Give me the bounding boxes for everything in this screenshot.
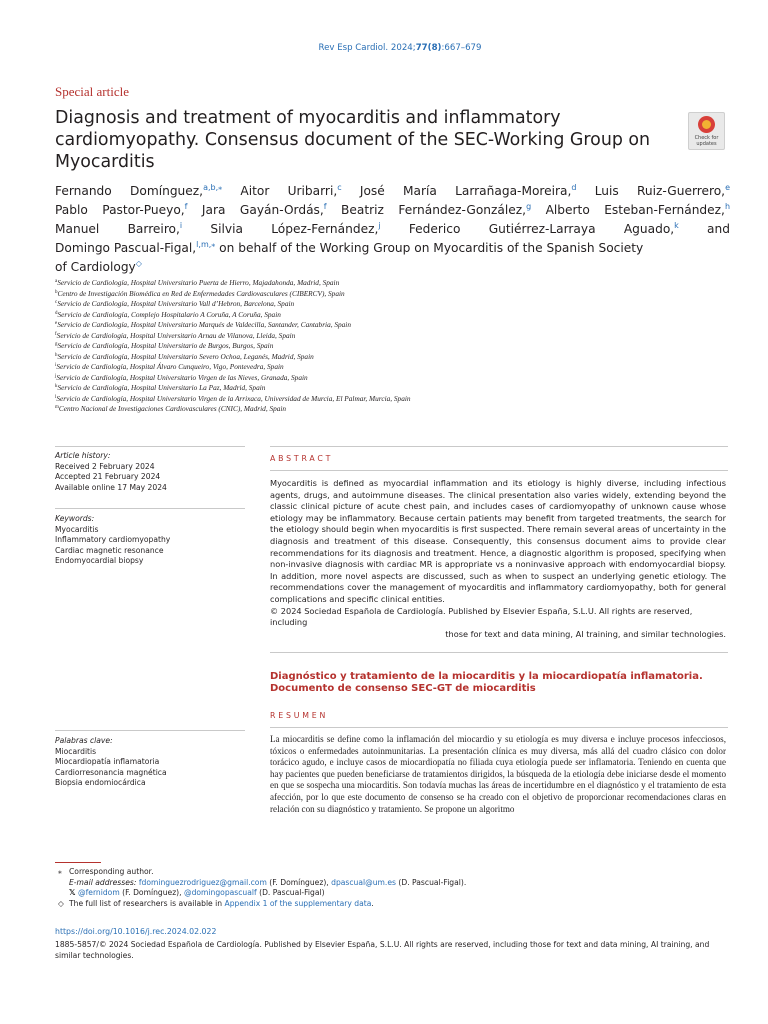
affiliation: $^g$Servicio de Cardiología, Hospital Universitario de Burgos, Burgos, Spain (55, 341, 274, 350)
palabras-clave (55, 736, 245, 789)
affiliation: $^e$Servicio de Cardiología, Hospital Universitario Marqués de Valdecilla, Santander, Cantabria, Spain (55, 320, 351, 329)
email-link[interactable]: fdominguezrodriguez@gmail.com (138, 877, 267, 887)
affiliation: $^j$Servicio de Cardiología, Hospital Universitario Virgen de las Nieves, Granada, Spain (55, 372, 308, 382)
keyword: Myocarditis (55, 524, 99, 534)
divider (55, 730, 245, 731)
group-footnote-marker[interactable]: ◇ (135, 259, 142, 268)
group-name: of Cardiology (55, 260, 136, 274)
author[interactable]: Fernando Domínguez,$^{a,b,⁎}$ (55, 183, 223, 198)
author[interactable]: Manuel Barreiro,$^i$ (55, 221, 183, 236)
online-date: Available online 17 May 2024 (55, 482, 167, 492)
author[interactable]: Federico Gutiérrez-Larraya Aguado,$^k$ (380, 221, 679, 236)
journal-reference[interactable] (0, 43, 768, 53)
affiliation: $^i$Servicio de Cardiología, Hospital Álvaro Cunqueiro, Vigo, Pontevedra, Spain (55, 362, 284, 371)
author-line (55, 258, 730, 277)
author-line (55, 201, 730, 220)
author-line (55, 239, 730, 258)
check-updates-label: Check for updates (694, 135, 719, 147)
resumen-heading: RESUMEN (270, 711, 329, 720)
divider (55, 508, 245, 509)
article-title: Diagnosis and treatment of myocarditis and inflammatory cardiomyopathy. Consensus document of the SEC-Working Group on Myocarditis (55, 108, 651, 172)
footnote-mark: ⁎ (58, 867, 62, 876)
footnotes (55, 867, 735, 909)
x-logo-icon: 𝕏 (69, 888, 76, 898)
divider (270, 470, 728, 471)
abstract-heading: ABSTRACT (270, 454, 334, 463)
article-type: Special article (55, 84, 129, 99)
keyword: Endomyocardial biopsy (55, 556, 144, 565)
palabras-clave-heading: Palabras clave: (55, 736, 113, 745)
divider (270, 446, 728, 447)
author[interactable]: Aitor Uribarri,$^c$ (222, 183, 342, 198)
spanish-title: Diagnóstico y tratamiento de la miocarditis y la miocardiopatía inflamatoria. Documento de consenso SEC-GT de miocarditis (270, 671, 703, 695)
check-updates-icon (698, 116, 715, 133)
social-link[interactable]: @fernidom (78, 888, 120, 898)
author[interactable]: Luis Ruiz-Guerrero,$^e$ (576, 183, 730, 198)
accepted-date: Accepted 21 February 2024 (55, 472, 161, 481)
divider (55, 446, 245, 447)
journal-pages: :667–679 (441, 43, 482, 53)
affiliation: $^a$Servicio de Cardiología, Hospital Universitario Puerta de Hierro, Majadahonda, Madrid, Spain (55, 278, 340, 287)
author[interactable]: José María Larrañaga-Moreira,$^d$ (341, 183, 577, 198)
affiliation: $^d$Servicio de Cardiología, Complejo Hospitalario A Coruña, A Coruña, Spain (55, 309, 281, 319)
copyright-line: © 2024 Sociedad Española de Cardiología. Published by Elsevier España, S.L.U. All rights are reserved, including (270, 605, 693, 628)
copyright-line: those for text and data mining, AI training, and similar technologies. (445, 628, 726, 639)
history-heading: Article history: (55, 451, 111, 460)
affiliations (55, 278, 755, 415)
author[interactable]: Pablo Pastor-Pueyo,$^f$ (55, 202, 188, 217)
appendix-link[interactable]: Appendix 1 of the supplementary data (224, 898, 372, 908)
affiliation: $^f$Servicio de Cardiología, Hospital Universitario Arnau de Vilanova, Lleida, Spain (55, 330, 296, 340)
abstract-body (270, 478, 726, 640)
author-conjunction: and (678, 222, 730, 236)
keyword: Miocarditis (55, 746, 97, 756)
author[interactable]: Silvia López-Fernández,$^j$ (182, 221, 381, 236)
affiliation: $^b$Centro de Investigación Biomédica en Red de Enfermedades Cardiovasculares (CIBERCV), Spain (55, 288, 345, 298)
footnote-emails: E-mail addresses: fdominguezrodriguez@gmail.com (F. Domínguez), dpascual@um.es (D. Pascual-Figal). (69, 877, 467, 887)
journal-year: 2024; (390, 43, 416, 53)
check-for-updates-button[interactable] (688, 112, 725, 150)
article-history (55, 451, 245, 493)
affiliation: $^k$Servicio de Cardiología, Hospital Universitario La Paz, Madrid, Spain (55, 383, 266, 392)
footnote-researchers: ◇ The full list of researchers is available in Appendix 1 of the supplementary data. (58, 898, 374, 908)
affiliation: $^l$Servicio de Cardiología, Hospital Universitario Virgen de la Arrixaca, Universidad de Murcia, El Palmar, Murcia, Spain (55, 393, 411, 403)
author[interactable]: Beatriz Fernández-González,$^g$ (326, 202, 532, 217)
keyword: Cardiorresonancia magnética (55, 767, 167, 777)
received-date: Received 2 February 2024 (55, 461, 155, 471)
doi-link[interactable]: https://doi.org/10.1016/j.rec.2024.02.022 (55, 927, 217, 936)
author-line (55, 182, 730, 201)
abstract-text: Myocarditis is defined as myocardial inflammation and its etiology is highly diverse, including infectious agents, drugs, and autoimmune diseases. The clinical presentation also varies widely, extending beyond the classic clinical picture of acute chest pain, and includes cases of cardiomyopathy of unknown cause whose etiology may be inflammatory. Because certain patients may benefit from targeted treatments, the search for the etiology should begin when myocarditis is first suspected. There remain several areas of uncertainty in the diagnosis and treatment of this disease. Consequently, this consensus document aims to provide clear recommendations for its diagnosis and treatment. Hence, a diagnostic algorithm is proposed, specifying when non-invasive diagnosis with cardiac MR is appropriate vs a noninvasive approach with endomyocardial biopsy. In addition, more novel aspects are discussed, such as when to suspect an underlying genetic etiology. The recommendations cover the management of myocarditis and inflammatory cardiomyopathy, both for general complications and specific clinical entities. (270, 478, 726, 604)
author-line (55, 220, 730, 239)
keyword: Cardiac magnetic resonance (55, 545, 164, 555)
social-link[interactable]: @domingopascualf (183, 888, 257, 898)
divider (270, 727, 728, 728)
footnote-corresponding: ⁎ Corresponding author. (58, 867, 154, 876)
keywords (55, 514, 245, 567)
keyword: Miocardiopatía inflamatoria (55, 757, 160, 766)
email-label: E-mail addresses: (69, 877, 137, 887)
keyword: Biopsia endomiocárdica (55, 778, 146, 787)
author-list (55, 182, 730, 277)
footnote-social: 𝕏 @fernidom (F. Domínguez), @domingopascualf (D. Pascual-Figal) (69, 888, 325, 898)
affiliation: $^c$Servicio de Cardiología, Hospital Universitario Vall d’Hebron, Barcelona, Spain (55, 299, 295, 308)
author[interactable]: Alberto Esteban-Fernández,$^h$ (531, 202, 731, 217)
affiliation: $^h$Servicio de Cardiología, Hospital Universitario Severo Ochoa, Leganés, Madrid, Spain (55, 351, 314, 361)
email-link[interactable]: dpascual@um.es (331, 877, 396, 887)
divider (270, 652, 728, 653)
author[interactable]: Jara Gayán-Ordás,$^f$ (187, 202, 327, 217)
keywords-heading: Keywords: (55, 514, 95, 523)
group-note: on behalf of the Working Group on Myocarditis of the Spanish Society (215, 241, 644, 255)
resumen-text: La miocarditis se define como la inflamación del miocardio y su etiología es muy diversa e incluye procesos infecciosos, tóxicos o enfermedades autoinmunitarias. La presentación clínica es muy diversa, más allá del cuadro clásico con dolor torácico agudo, e incluye casos de miocardiopatía no filiada cuya etiología puede ser inflamatoria. Teniendo en cuenta que hay pacientes que pueden beneficiarse de tratamientos dirigidos, la búsqueda de la etiología debe iniciarse desde el momento en que se sospecha una miocarditis. Son todavía muchas las áreas de incertidumbre en el diagnóstico y el tratamiento de esta afección, por lo que este documento de consenso se ha creado con el objetivo de proporcionar recomendaciones claras en relación con su diagnóstico y tratamiento. Se propone un algoritmo (270, 734, 726, 814)
footnote-rule (55, 862, 101, 863)
keyword: Inflammatory cardiomyopathy (55, 535, 171, 544)
journal-name: Rev Esp Cardiol. (318, 43, 389, 53)
footnote-mark: ◇ (58, 898, 64, 908)
affiliation: $^m$Centro Nacional de Investigaciones Cardiovasculares (CNIC), Madrid, Spain (55, 404, 287, 413)
author[interactable]: Domingo Pascual-Figal,$^{l,m,⁎}$ (55, 240, 216, 255)
issn-copyright: 1885-5857/© 2024 Sociedad Española de Cardiología. Published by Elsevier España, S.L.U. All rights are reserved, including those for text and data mining, AI training, and similar technologies. (55, 940, 710, 960)
journal-volume: 77(8) (415, 43, 442, 53)
